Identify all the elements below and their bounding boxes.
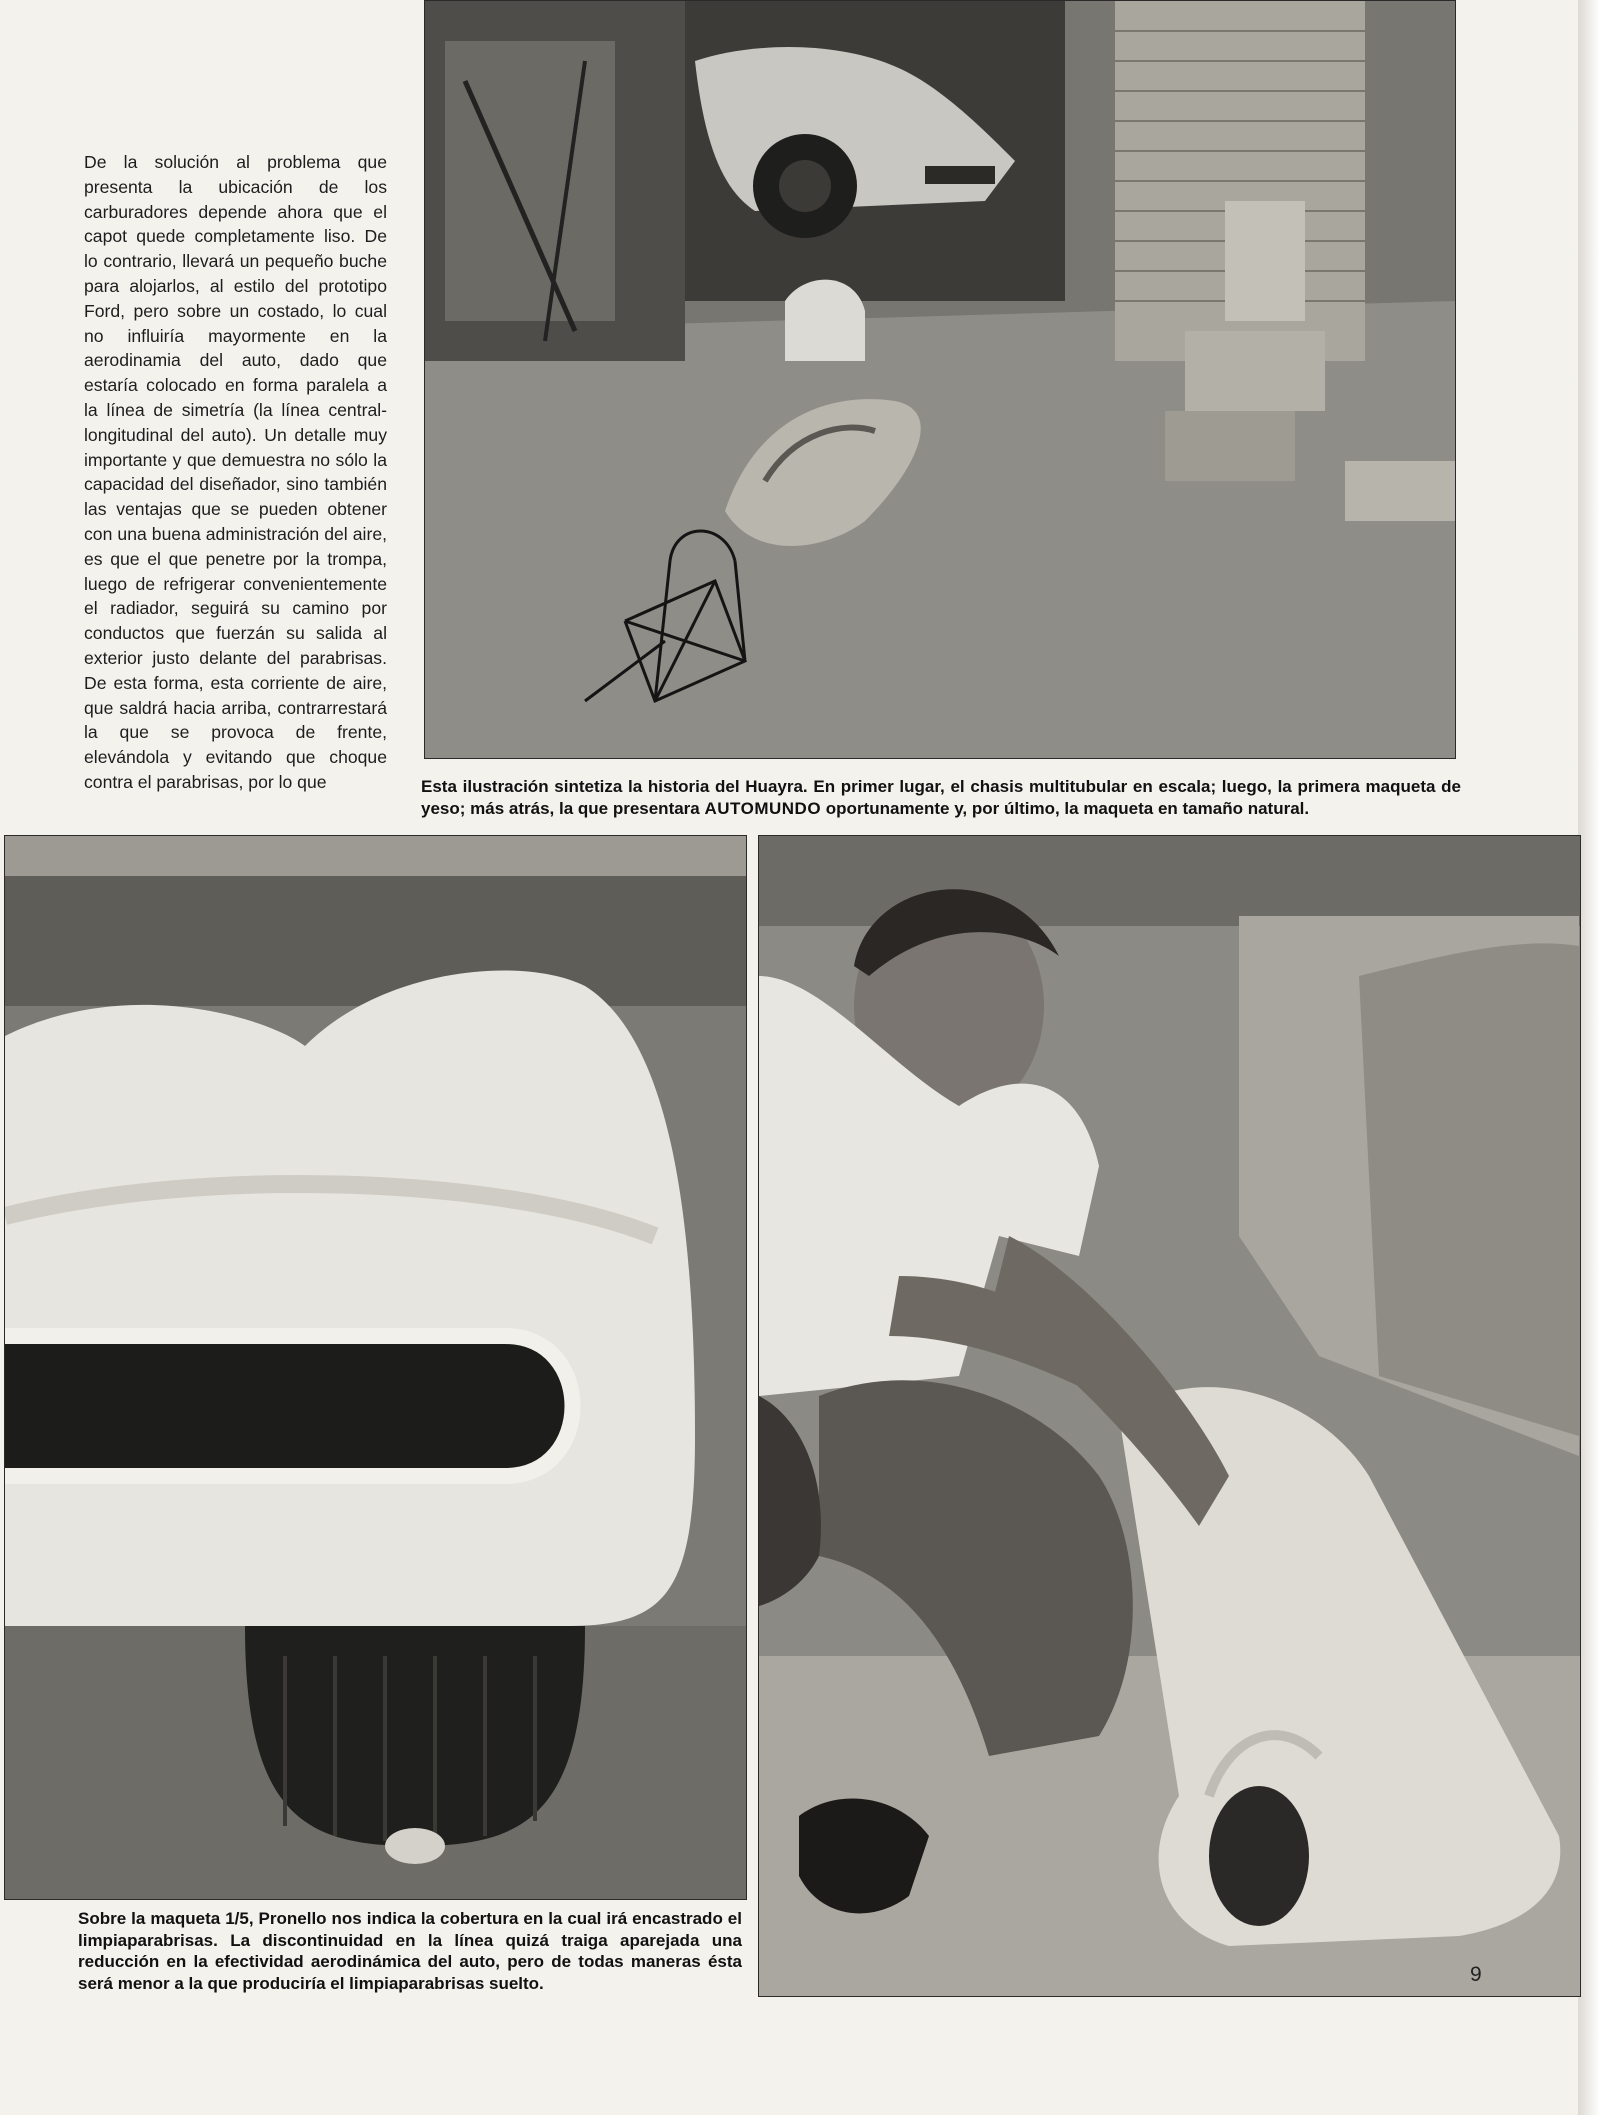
model-front-photo bbox=[4, 835, 747, 1900]
caption-top-text-1: Esta ilustración sintetiza la historia del Huayra. En primer lugar, el chasis multitubular en escala; luego, la primera maqueta de yeso; más atrás, la que presentara bbox=[421, 777, 1461, 818]
model-front-caption: Sobre la maqueta 1/5, Pronello nos indica la cobertura en la cual irá encastrado el limpiaparabrisas. La discontinuidad en la línea quizá traiga aparejada una reducción en la efectividad aerodinámica del auto, pero de todas maneras ésta será menor a la que produciría el limpiaparabrisas suelto. bbox=[78, 1909, 742, 1993]
caption-brand-name: AUTOMUNDO bbox=[704, 798, 822, 818]
workshop-photo bbox=[424, 0, 1456, 759]
page-number: 9 bbox=[1470, 1963, 1482, 1986]
article-body-text: De la solución al problema que presenta la ubicación de los carburadores depende ahora que el capot quede completamente liso. De lo contrario, llevará un pequeño buche para alojarlos, al estilo del prototipo Ford, pero sobre un costado, lo cual no influiría mayormente en la aerodinamia del auto, dado que estaría colocado en forma paralela a la línea de simetría (la línea central-longitudinal del auto). Un detalle muy importante y que demuestra no sólo la capacidad del diseñador, sino también las ventajas que se pueden obtener con una buena administración del aire, es que el que penetre por la trompa, luego de refrigerar convenientemente el radiador, seguirá su camino por conductos que fuerzán su salida al exterior justo delante del parabrisas. De esta forma, esta corriente de aire, que saldrá hacia arriba, contrarrestará la que se provoca de frente, elevándola y evitando que choque contra el parabrisas, por lo que bbox=[84, 152, 387, 792]
caption-top-text-2: oportunamente y, por último, la maqueta en tamaño natural. bbox=[821, 798, 1310, 818]
page-edge bbox=[1578, 0, 1600, 2115]
designer-photo bbox=[758, 835, 1581, 1997]
designer-photo-illustration bbox=[759, 836, 1580, 1996]
workshop-photo-caption bbox=[421, 776, 1461, 819]
model-front-illustration bbox=[5, 836, 746, 1899]
workshop-photo-illustration bbox=[425, 1, 1455, 758]
